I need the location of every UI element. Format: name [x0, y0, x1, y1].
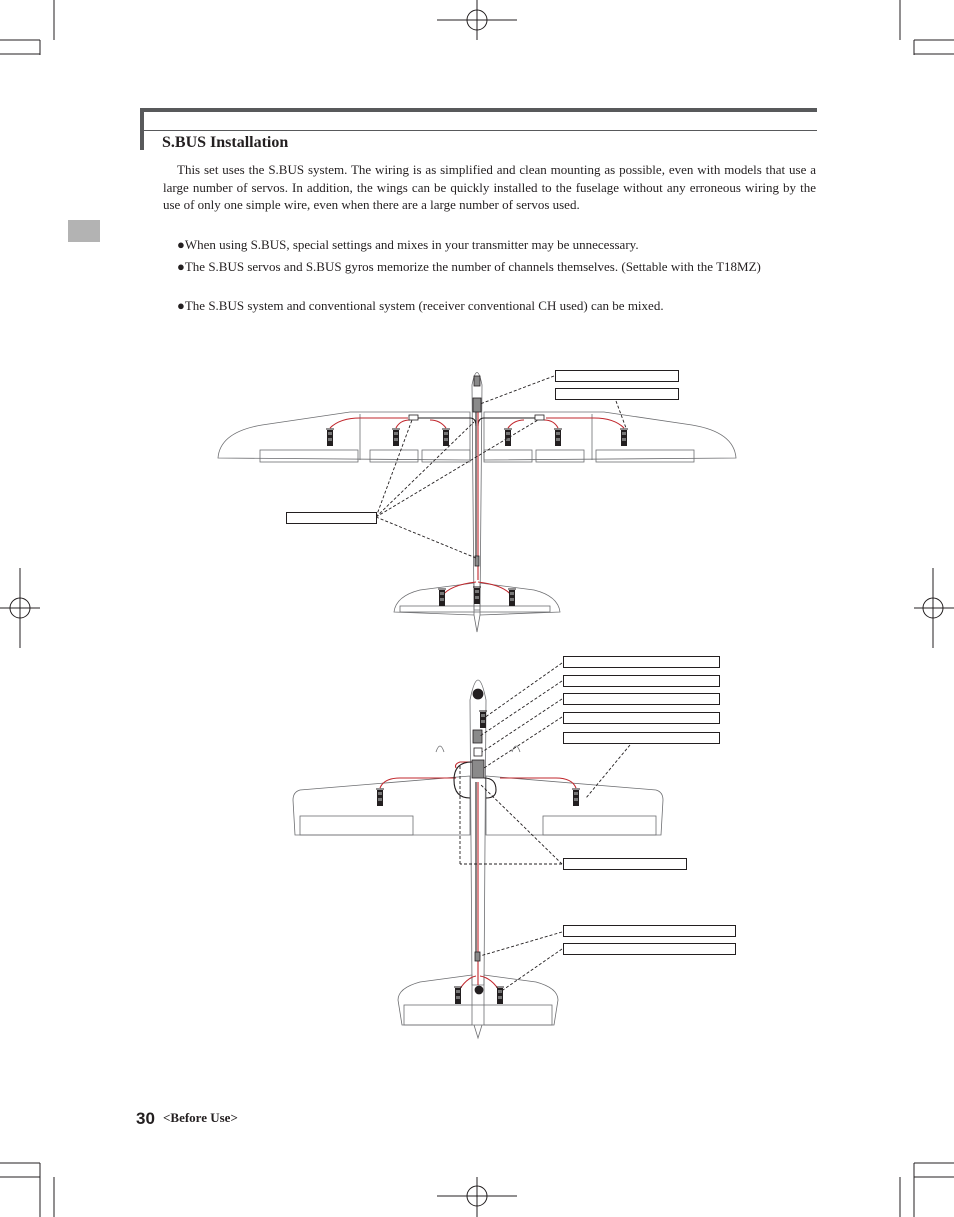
callout-box: [555, 388, 679, 400]
bullet-item: ●The S.BUS system and conventional system (receiver conventional CH used) can be mixed.: [177, 298, 664, 313]
footer-chapter-label: <Before Use>: [163, 1110, 238, 1125]
callout-box: [555, 370, 679, 382]
intro-paragraph: This set uses the S.BUS system. The wiring is as simplified and clean mounting as possible, even with models that use a large number of servos. In addition, the wings can be quickly installed to the fuselage without any erroneous wiring by the use of only one simple wire, even when there are a large number of servos used.: [163, 162, 816, 212]
section-title: S.BUS Installation: [162, 134, 289, 151]
callout-box: [286, 512, 377, 524]
callout-box: [563, 732, 720, 744]
bullet-item: ●When using S.BUS, special settings and mixes in your transmitter may be unnecessary.: [177, 237, 639, 252]
callout-box: [563, 943, 736, 955]
callout-box: [563, 858, 687, 870]
callout-box: [563, 693, 720, 705]
callout-box: [563, 712, 720, 724]
callout-box: [563, 675, 720, 687]
callout-box: [563, 925, 736, 937]
callout-box: [563, 656, 720, 668]
bullet-item: ●The S.BUS servos and S.BUS gyros memorize the number of channels themselves. (Settable with the T18MZ): [177, 259, 761, 274]
page-number: 30: [136, 1109, 155, 1128]
